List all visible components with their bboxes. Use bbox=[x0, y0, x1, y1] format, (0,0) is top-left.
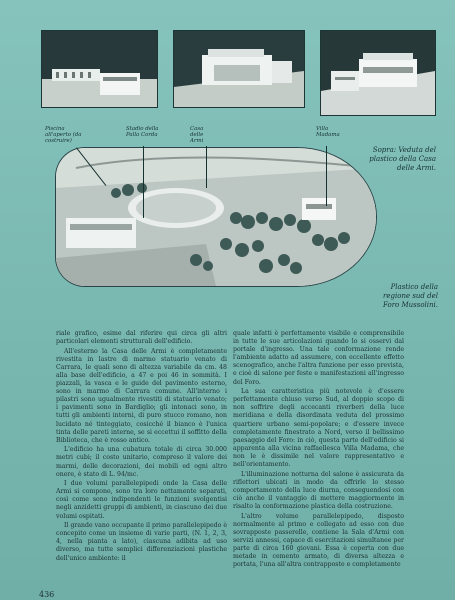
caption-plastico: Plastico della regione sud del Foro Mussolini. bbox=[383, 283, 438, 309]
caption-villa: Villa Madama bbox=[316, 126, 340, 139]
paragraph: Il grande vano occupante il primo parallelepipedo è concepito come un insieme di varie parti, (N. 1, 2, 3, 4, nella pianta a lato), ciascuna adibita ad uso diverso, ma tutte semplici differenziazioni plastiche dell'unico ambiente: il bbox=[56, 522, 227, 562]
model-photo-foro bbox=[55, 147, 377, 287]
pointer-villa bbox=[326, 146, 327, 206]
body-column-left bbox=[56, 330, 227, 563]
page-number: 436 bbox=[39, 590, 55, 599]
paragraph: L'altro volume parallelepipedo, disposto normalmente al primo e collegato ad esso con due sovrapposte passerelle, contiene la Sala d'Armi con servizi annessi, capace di esercitazioni simultanee per parte di circa 160 giovani. Essa è coperta con due metade in cemento armato, di diversa altezza e portata, l'una all'altra contrapposte e completamente bbox=[233, 512, 404, 569]
model-photo-casa-armi bbox=[320, 30, 436, 116]
caption-piscina: Piscina all'aperto (da costruire) bbox=[45, 126, 82, 145]
pointer-stadio bbox=[143, 146, 144, 218]
body-column-right bbox=[233, 330, 404, 569]
paragraph: L'illuminazione notturna del salone è assicurata da riflettori ubicati in modo da offrirle lo stesso comportamento della luce diurna, conseguendosi con ciò anche il vantaggio di mettere maggiormente in risalto la conformazione plastica della costruzione. bbox=[233, 470, 404, 510]
paragraph: I due volumi parallelepipedi onde la Casa delle Armi si compone, sono tra loro nettamente separati, così come sono indipendenti le funzioni svolgentisi negli anzidetti gruppi di ambienti, in ciascuno dei due volumi ospitati. bbox=[56, 480, 227, 520]
paragraph: L'edificio ha una cubatura totale di circa 30.000 metri cubi; il costo unitario, compreso il valore dei marmi, delle decorazioni, dei mobili ed ogni altro onere, è stato di L. 94/mc. bbox=[56, 446, 227, 478]
paragraph: All'esterno la Casa delle Armi è completamente rivestita in lastre di marmo statuario venato di Carrara, le quali sono di altezza variabile da cm. 48 alla base dell'edificio, a 47 e poi 46 in sommità. I piazzali, la vasca e le guide del pavimento esterno, sono in marmo di Carrara comune. All'interno i pilastri sono ugualmente rivestiti di statuario venato; i pavimenti sono in Bardiglio; gli intonaci sono, in tutti gli ambienti interni, di puro stucco romano, non lucidato né tinteggiato, cosicché il bianco è l'unica tinta delle pareti interne, se si eccettui il soffitto della Biblioteca, che è rosso antico. bbox=[56, 347, 227, 444]
model-photo-stadio bbox=[173, 30, 305, 108]
paragraph: riale grafico, esime dal riferire qui circa gli altri particolari elementi strutturali dell'edificio. bbox=[56, 330, 227, 346]
model-photo-piscina bbox=[41, 30, 158, 108]
caption-casa: Casa delle Armi bbox=[190, 126, 204, 145]
caption-stadio: Stadio della Palla Corda bbox=[126, 126, 159, 139]
paragraph: La sua caratteristica più notevole è d'essere perfettamente chiuso verso Sud, al doppio scopo di non soffrire degli accecanti riverberi della luce meridiana e della disordinata veduta del prossimo quartiere urbano semi-popolare; e d'essere invece completamente finestrato a Nord, verso il bellissimo paesaggio del Foro: in ciò, questa parte dell'edificio si apparenta alla vicina raffaellesca Villa Madama, che non le è dissimile nel valore rappresentativo e nell'orientamento. bbox=[233, 388, 404, 468]
paragraph: quale infatti è perfettamente visibile e comprensibile in tutte le sue articolazioni quando lo si osservi dal portale d'ingresso. Una tale conformazione rende l'ambiente adatto ad assumere, con eccellente effetto scenografico, anche l'altra funzione per esso prevista, e cioè di salone per feste e manifestazioni all'ingresso del Foro. bbox=[233, 330, 404, 386]
caption-sopra: Sopra: Veduta del plastico della Casa delle Armi. bbox=[369, 146, 436, 172]
pointer-casa bbox=[206, 146, 207, 188]
